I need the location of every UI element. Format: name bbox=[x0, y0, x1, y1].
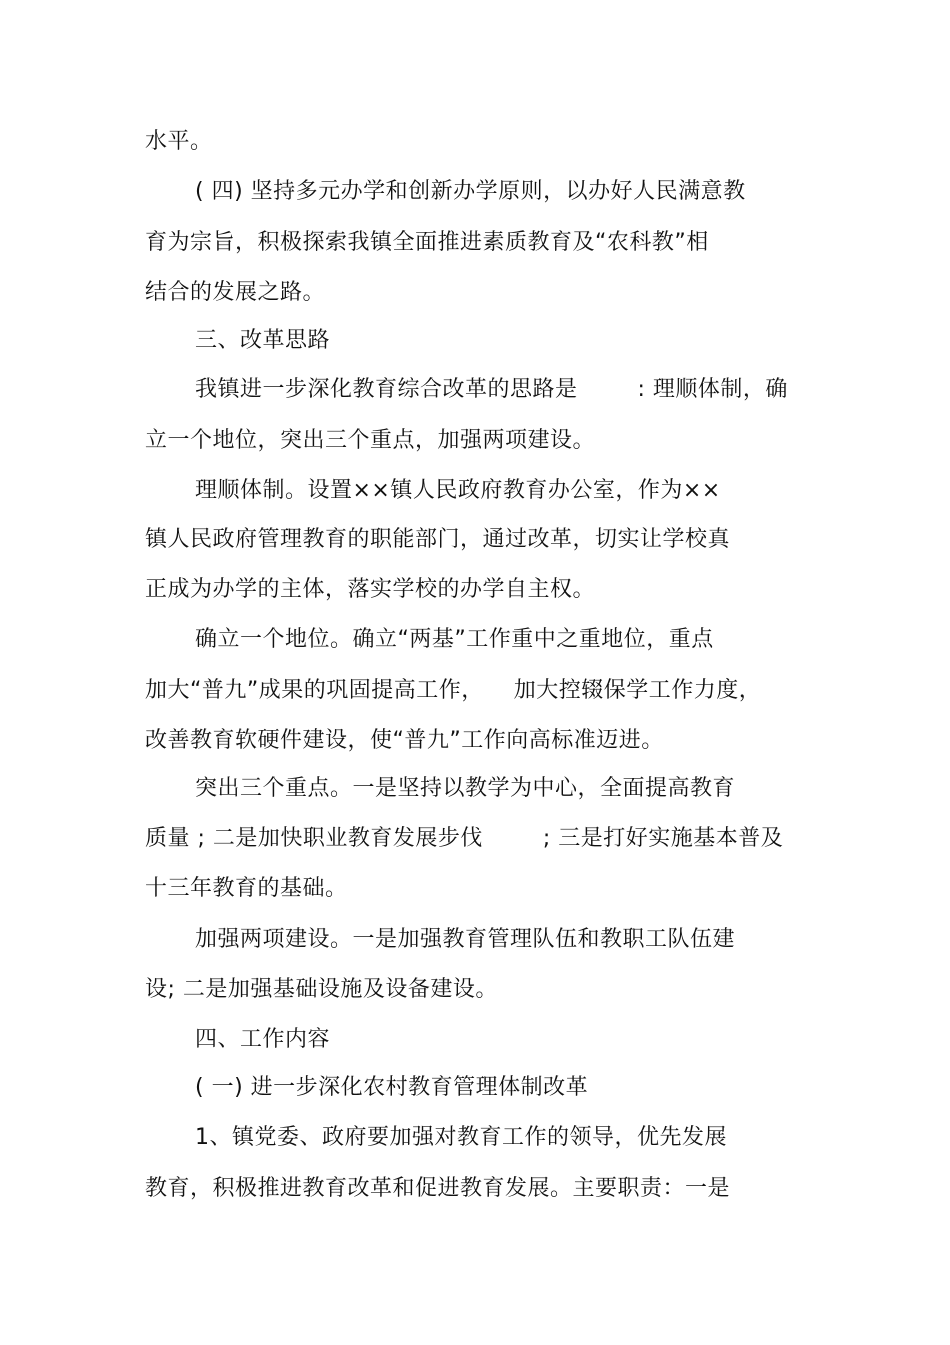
text-line: 确立一个地位。确立“两基”工作重中之重地位，重点 bbox=[195, 627, 714, 652]
section-heading: 三、改革思路 bbox=[195, 328, 331, 353]
text-line: 立一个地位，突出三个重点，加强两项建设。 bbox=[145, 428, 596, 453]
text-line: 十三年教育的基础。 bbox=[145, 876, 348, 901]
text-line: 加大“普九”成果的巩固提高工作， 加大控辍保学工作力度， bbox=[145, 678, 762, 703]
subsection-heading: ( 一) 进一步深化农村教育管理体制改革 bbox=[195, 1075, 589, 1100]
text-line: 育为宗旨，积极探索我镇全面推进素质教育及“农科教”相 bbox=[145, 230, 709, 255]
text-line: 镇人民政府管理教育的职能部门，通过改革，切实让学校真 bbox=[145, 527, 731, 552]
text-line: 1、镇党委、政府要加强对教育工作的领导，优先发展 bbox=[195, 1125, 727, 1150]
section-heading: 四、工作内容 bbox=[195, 1027, 331, 1052]
text-line: 突出三个重点。一是坚持以教学为中心，全面提高教育 bbox=[195, 776, 736, 801]
text-line: 设; 二是加强基础设施及设备建设。 bbox=[145, 977, 498, 1002]
text-line: 正成为办学的主体，落实学校的办学自主权。 bbox=[145, 577, 596, 602]
text-line: 教育，积极推进教育改革和促进教育发展。主要职责：一是 bbox=[145, 1176, 731, 1201]
text-line: ( 四) 坚持多元办学和创新办学原则，以办好人民满意教 bbox=[195, 179, 746, 204]
text-line: 结合的发展之路。 bbox=[145, 280, 326, 305]
text-line: 水平。 bbox=[145, 129, 213, 154]
text-line: 质量 ; 二是加快职业教育发展步伐 ; 三是打好实施基本普及 bbox=[145, 826, 784, 851]
text-line: 加强两项建设。一是加强教育管理队伍和教职工队伍建 bbox=[195, 927, 736, 952]
text-line: 理顺体制。设置××镇人民政府教育办公室，作为×× bbox=[195, 478, 721, 503]
text-line: 改善教育软硬件建设，使“普九”工作向高标准迈进。 bbox=[145, 728, 664, 753]
text-line: 我镇进一步深化教育综合改革的思路是 : 理顺体制，确 bbox=[195, 377, 788, 402]
